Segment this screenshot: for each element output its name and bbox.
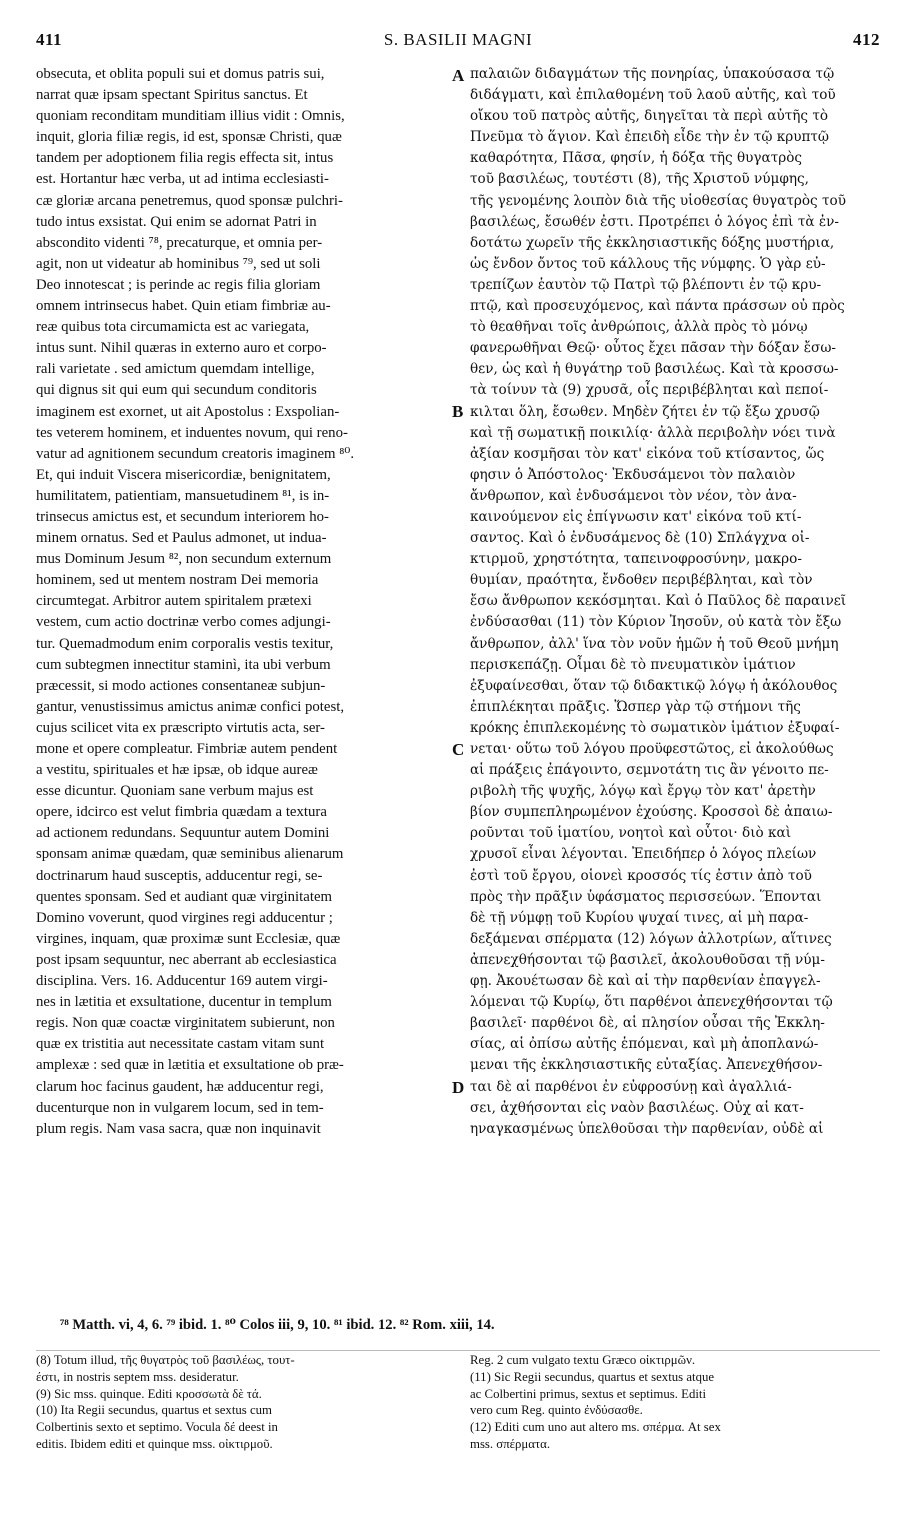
greek-text-line: ἀπενεχθήσονται τῷ βασιλεῖ, ἀκολουθοῦσαι τῇ νύμ-: [470, 951, 825, 968]
latin-text-line: omnem intrinsecus habet. Quin etiam fimbriæ au-: [36, 298, 331, 315]
notes-left: [36, 1352, 456, 1453]
latin-text-line: ad actionem redundans. Sequuntur autem Domini: [36, 825, 330, 842]
note-line: ac Colbertini primus, sextus et septimus. Editi: [470, 1386, 707, 1401]
page-number-right: 412: [853, 30, 880, 49]
margin-letter-c: C: [452, 740, 465, 759]
greek-text-line: θυμίαν, πραότητα, ἔνδοθεν περιβέβληται, καὶ τὸν: [470, 572, 813, 589]
latin-text-line: cæ gloriæ arcana penetremus, quod sponsæ pulchri-: [36, 192, 343, 209]
margin-letter-b: B: [452, 402, 464, 421]
greek-text-line: καὶ τῇ σωματικῇ ποικιλίᾳ· ἀλλὰ περιβολὴν νόει τινὰ: [470, 424, 836, 441]
latin-text-line: inquit, gloria filiæ regis, id est, sponsæ Christi, quæ: [36, 129, 342, 146]
latin-text-line: nes in lætitia et exsultatione, ducentur in templum: [36, 994, 332, 1011]
greek-text-line: θεν, ὡς καὶ ἡ θυγάτηρ τοῦ βασιλέως. Καὶ τὰ κροσσω-: [470, 361, 839, 378]
greek-text-line: ἐνδύσασθαι (11) τὸν Κύριον Ἰησοῦν, οὐ κατὰ τὸν ἔξω: [470, 614, 842, 631]
latin-text-line: a vestitu, spirituales et hæ ipsæ, ob idque aureæ: [36, 762, 318, 779]
greek-text-line: σίας, αἱ ὀπίσω αὐτῆς ἑπόμεναι, καὶ μὴ ἀποπλανώ-: [470, 1036, 819, 1053]
greek-text-line: δὲ τῇ νύμφῃ τοῦ Κυρίου ψυχαί τινες, αἱ μὴ παρα-: [470, 909, 809, 926]
greek-text-line: σει, ἀχθήσονται εἰς ναὸν βασιλέως. Οὐχ αἱ κατ-: [470, 1099, 804, 1116]
greek-text-line: περισκεπάζῃ. Οἶμαι δὲ τὸ πνευματικὸν ἱμάτιον: [470, 656, 796, 673]
greek-text-line: ηναγκασμένως ὑπελθοῦσαι τὴν παρθενίαν, οὐδὲ αἱ: [470, 1120, 824, 1137]
greek-text-line: ὡς ἔνδον ὄντος τοῦ κάλλους τῆς νύμφης. Ὁ γὰρ εὐ-: [470, 255, 826, 272]
latin-text-line: est. Hortantur hæc verba, ut ad intima ecclesiasti-: [36, 171, 329, 188]
latin-text-line: vatur ad agnitionem secundum creatoris imaginem ⁸⁰.: [36, 445, 355, 462]
latin-text-line: amplexæ : sed quæ in lætitia et exsultatione ob præ-: [36, 1057, 344, 1074]
latin-text-line: rali varietate . sed amictum quemdam intellige,: [36, 361, 315, 378]
greek-text-line: τὰ τοίνυν τὰ (9) χρυσᾶ, οἷς περιβέβληται καὶ πεποί-: [470, 382, 829, 399]
greek-text-line: κτιρμοῦ, χρηστότητα, ταπεινοφροσύνην, μακρο-: [470, 551, 802, 568]
greek-text-line: διδάγματι, καὶ ἐπιλαθομένη τοῦ λαοῦ αὐτῆς, καὶ τοῦ: [470, 87, 836, 104]
latin-text-line: cujus scilicet vita ex præscripto virtutis acta, ser-: [36, 719, 325, 736]
scripture-footnotes: ⁷⁸ Matth. vi, 4, 6. ⁷⁹ ibid. 1. ⁸⁰ Colos iii, 9, 10. ⁸¹ ibid. 12. ⁸² Rom. xiii, 14.: [60, 1317, 495, 1333]
footnote-divider: [36, 1350, 880, 1351]
latin-text-line: regis. Non quæ coactæ virginitatem subierunt, non: [36, 1015, 335, 1032]
note-line: (10) Ita Regii secundus, quartus et sextus cum: [36, 1403, 272, 1418]
latin-text-line: reæ quibus tota circumamicta est ac variegata,: [36, 319, 310, 336]
latin-text-line: tes veterem hominem, et induentes novum, qui reno-: [36, 424, 348, 441]
greek-text-line: τῆς γενομένης λοιπὸν διὰ τῆς υἱοθεσίας θυγατρὸς τοῦ: [470, 192, 846, 209]
note-line: (9) Sic mss. quinque. Editi κροσσωτὰ δὲ τά.: [36, 1386, 262, 1401]
greek-text-line: τοῦ βασιλέως, τουτέστι (8), τῆς Χριστοῦ νύμφης,: [470, 171, 809, 188]
latin-text-line: tur. Quemadmodum enim corporalis vestis texitur,: [36, 635, 334, 652]
greek-text-line: ἐξυφαίνεσθαι, ὅταν τῷ διδακτικῷ λόγῳ ἡ ἀκόλουθος: [470, 677, 838, 694]
latin-text-line: gantur, venustissimus amictus animæ confici potest,: [36, 698, 345, 715]
latin-text-line: narrat quæ ipsam spectant Spiritus sanctus. Et: [36, 87, 308, 104]
latin-text-line: opere, idcirco est velut fimbria quædam a textura: [36, 804, 327, 821]
greek-text-line: τρεπίζων ἑαυτὸν τῷ Πατρὶ τῷ βλέποντι ἐν τῷ κρυ-: [470, 276, 822, 293]
latin-text-line: abscondito videnti ⁷⁸, precaturque, et omnia per-: [36, 234, 323, 251]
greek-text-line: παλαιῶν διδαγμάτων τῆς πονηρίας, ὑπακούσασα τῷ: [470, 66, 835, 82]
latin-text-line: intus sunt. Nihil quæras in externo auro et corpo-: [36, 340, 327, 357]
note-line: (12) Editi cum uno aut altero ms. σπέρμα. At sex: [470, 1420, 721, 1435]
latin-text-line: vestem, cum actio doctrinæ verbo comes adjungi-: [36, 614, 331, 631]
latin-text-line: imaginem est exornet, ut ait Apostolus : Exspolian-: [36, 403, 340, 420]
latin-text-line: circumtegat. Arbitror autem spiritalem prætexi: [36, 593, 312, 610]
latin-text-line: quentes sponsam. Sed et audiant quæ virginitatem: [36, 888, 333, 905]
note-line: mss. σπέρματα.: [470, 1436, 551, 1451]
latin-text-line: præcessit, si modo actiones consentaneæ subjun-: [36, 677, 326, 694]
note-line: editis. Ibidem editi et quinque mss. οἰκτιρμοῦ.: [36, 1436, 273, 1451]
margin-letter-d: D: [452, 1078, 465, 1097]
greek-text-line: ριβολὴ τῆς ψυχῆς, λόγῳ καὶ ἔργῳ τὸν κατ' ἀρετὴν: [470, 783, 816, 800]
notes-right: [470, 1352, 890, 1453]
greek-text-line: καινούμενον εἰς ἐπίγνωσιν κατ' εἰκόνα τοῦ κτί-: [470, 508, 802, 525]
greek-text-line: τὸ θεαθῆναι τοῖς ἀνθρώποις, ἀλλὰ πρὸς τὸ μόνῳ: [470, 319, 808, 336]
latin-text-line: minem ornatus. Sed et Paulus admonet, ut indua-: [36, 530, 327, 547]
note-line: (8) Totum illud, τῆς θυγατρὸς τοῦ βασιλέως, τουτ-: [36, 1353, 295, 1367]
latin-text-line: humilitatem, patientiam, mansuetudinem ⁸¹, is in-: [36, 487, 330, 504]
latin-text-line: quæ ex tristitia aut necessitate castam vitam sunt: [36, 1036, 325, 1053]
greek-text-line: ἄνθρωπον, ἀλλ' ἵνα τὸν νοῦν ἡμῶν ἡ τοῦ Θεοῦ μνήμη: [470, 635, 839, 652]
latin-text-line: quoniam reconditam munditiam illius vidit : Omnis,: [36, 108, 345, 125]
greek-text-line: αἱ πράξεις ἐπάγοιντο, σεμνοτάτη τις ἂν γένοιτο πε-: [470, 762, 829, 779]
greek-text-line: φῃ. Ἀκουέτωσαν δὲ καὶ αἱ τὴν παρθενίαν ἐπαγγελ-: [470, 973, 821, 990]
note-line: vero cum Reg. quinto ἐνδύσασθε.: [470, 1403, 643, 1418]
greek-text-line: σαντος. Καὶ ὁ ἐνδυσάμενος δὲ (10) Σπλάγχνα οἰ-: [470, 530, 810, 547]
note-line: (11) Sic Regii secundus, quartus et sextus atque: [470, 1369, 715, 1384]
greek-text-line: βασιλεῖ· παρθένοι δὲ, αἱ πλησίον οὖσαι τῆς Ἐκκλη-: [470, 1015, 825, 1032]
latin-text-line: tudo intus exsistat. Qui enim se adornat Patri in: [36, 213, 317, 230]
latin-text-line: Et, qui induit Viscera misericordiæ, benignitatem,: [36, 466, 331, 483]
latin-text-line: tandem per adoptionem filia regis effecta sit, intus: [36, 150, 334, 167]
latin-text-line: hominem, sed ut mentem nostram Dei memoria: [36, 572, 319, 589]
latin-text-line: doctrinarum haud susceptis, adducentur regi, se-: [36, 867, 323, 884]
greek-text-line: ἄνθρωπον, καὶ ἐνδυσάμενοι τὸν νέον, τὸν ἀνα-: [470, 487, 797, 504]
latin-text-line: qui dignus sit qui eum qui secundum conditoris: [36, 382, 317, 399]
latin-text-line: Deo innotescat ; is perinde ac regis filia gloriam: [36, 276, 321, 293]
latin-text-line: obsecuta, et oblita populi sui et domus patris sui,: [36, 66, 325, 82]
latin-text-line: mus Dominum Jesum ⁸², non secundum externum: [36, 551, 332, 568]
greek-text-line: Πνεῦμα τὸ ἅγιον. Καὶ ἐπειδὴ εἶδε τὴν ἐν τῷ κρυπτῷ: [470, 129, 830, 146]
latin-column: [36, 64, 446, 1140]
page-header: [36, 30, 880, 54]
latin-text-line: clarum hoc facinus gaudent, hæ adducentur regi,: [36, 1078, 324, 1095]
latin-text-line: ducenturque non in vulgarem locum, sed in tem-: [36, 1099, 324, 1116]
greek-column: [470, 64, 880, 1140]
latin-text-line: post ipsam sequuntur, nec aberrant ab ecclesiastica: [36, 951, 337, 968]
greek-text-line: πρὸς τὴν πρᾶξιν ὑφάσματος περισσεύων. Ἕπονται: [470, 888, 822, 905]
greek-text-line: βίον συμπεπληρωμένον ἐχούσης. Κροσσοὶ δὲ ἀπαιω-: [470, 804, 833, 821]
greek-text-line: δεξάμεναι σπέρματα (12) λόγων ἀλλοτρίων, αἵτινες: [470, 930, 832, 947]
margin-letter-a: A: [452, 66, 465, 85]
latin-text-line: Domino voverunt, quod virgines regi adducentur ;: [36, 909, 333, 926]
greek-text-line: ροῦνται τοῦ ἱματίου, νοητοὶ καὶ οὗτοι· διὸ καὶ: [470, 825, 792, 842]
page-number-left: 411: [36, 30, 63, 49]
greek-text-line: δοτάτω χωρεῖν τῆς ἐκκλησιαστικῆς δόξης μυστήρια,: [470, 234, 835, 251]
note-line: έστι, in nostris septem mss. desideratur.: [36, 1369, 239, 1384]
greek-text-line: ται δὲ αἱ παρθένοι ἐν εὐφροσύνῃ καὶ ἀγαλλιά-: [470, 1078, 792, 1095]
greek-text-line: οἴκου τοῦ πατρὸς αὐτῆς, διηγεῖται τὰ περὶ αὐτῆς τὸ: [470, 108, 829, 125]
greek-text-line: ἔσω ἄνθρωπον κεκόσμηται. Καὶ ὁ Παῦλος δὲ παραινεῖ: [470, 593, 847, 610]
greek-text-line: ἐστὶ τοῦ ἔργου, οἱονεὶ κροσσός τίς ἐστιν ἀπὸ τοῦ: [470, 867, 812, 884]
greek-text-line: βασιλέως, ἔσωθέν ἐστι. Προτρέπει ὁ λόγος ἐπὶ τὰ ἐν-: [470, 213, 839, 230]
greek-text-line: χρυσοῖ εἶναι λέγονται. Ἐπειδήπερ ὁ λόγος πλείων: [470, 846, 817, 863]
latin-text-line: esse dicuntur. Quoniam sane verbum majus est: [36, 783, 314, 800]
greek-text-line: κρόκης ἐπιπλεκομένης τὸ σωματικὸν ἱμάτιον ἐξυφαί-: [470, 719, 840, 736]
latin-text-line: trinsecus amictus est, et secundum interiorem ho-: [36, 508, 329, 525]
latin-text-line: cum subtegmen innectitur staminì, ita ubi verbum: [36, 656, 331, 673]
greek-text-line: ἀξίαν κοσμῆσαι τὸν κατ' εἰκόνα τοῦ κτίσαντος, ὥς: [470, 445, 825, 462]
latin-text-line: mone et opere compleatur. Fimbriæ autem pendent: [36, 741, 338, 757]
greek-text-line: λόμεναι τῷ Κυρίῳ, ὅτι παρθένοι ἀπενεχθήσονται τῷ: [470, 994, 833, 1011]
note-line: Reg. 2 cum vulgato textu Græco οἰκτιρμῶν.: [470, 1353, 696, 1367]
greek-text-line: φανερωθῆναι Θεῷ· οὗτος ἔχει πᾶσαν τὴν δόξαν ἔσω-: [470, 340, 837, 357]
greek-text-line: πτῷ, καὶ προσευχόμενος, καὶ πάντα πράσσων οὐ πρὸς: [470, 298, 845, 315]
latin-text-line: plum regis. Nam vasa sacra, quæ non inquinavit: [36, 1120, 321, 1137]
greek-text-line: καθαρότητα, Πᾶσα, φησίν, ἡ δόξα τῆς θυγατρὸς: [470, 150, 803, 167]
latin-text-line: agit, non ut videatur ab hominibus ⁷⁹, sed ut soli: [36, 255, 321, 272]
greek-text-line: ἐπιπλέκηται πρᾶξις. Ὥσπερ γὰρ τῷ στήμονι τῆς: [470, 698, 801, 715]
greek-text-line: μεναι τῆς ἐκκλησιαστικῆς εὐταξίας. Ἀπενεχθήσον-: [470, 1057, 823, 1074]
note-line: Colbertinis sexto et septimo. Vocula δέ deest in: [36, 1420, 278, 1435]
latin-text-line: virgines, inquam, quæ proximæ sunt Ecclesiæ, quæ: [36, 930, 341, 947]
latin-text-line: disciplina. Vers. 16. Adducentur 169 autem virgi-: [36, 973, 328, 990]
latin-text-line: sponsam animæ quædam, quæ seminibus alienarum: [36, 846, 344, 863]
greek-text-line: νεται· οὕτω τοῦ λόγου προϋφεστῶτος, εἰ ἀκολούθως: [470, 741, 834, 757]
greek-text-line: κιλται ὅλη, ἔσωθεν. Μηδὲν ζήτει ἐν τῷ ἔξω χρυσῷ: [470, 403, 820, 420]
running-title: S. BASILII MAGNI: [383, 30, 533, 49]
greek-text-line: φησιν ὁ Ἀπόστολος· Ἐκδυσάμενοι τὸν παλαιὸν: [470, 466, 796, 483]
